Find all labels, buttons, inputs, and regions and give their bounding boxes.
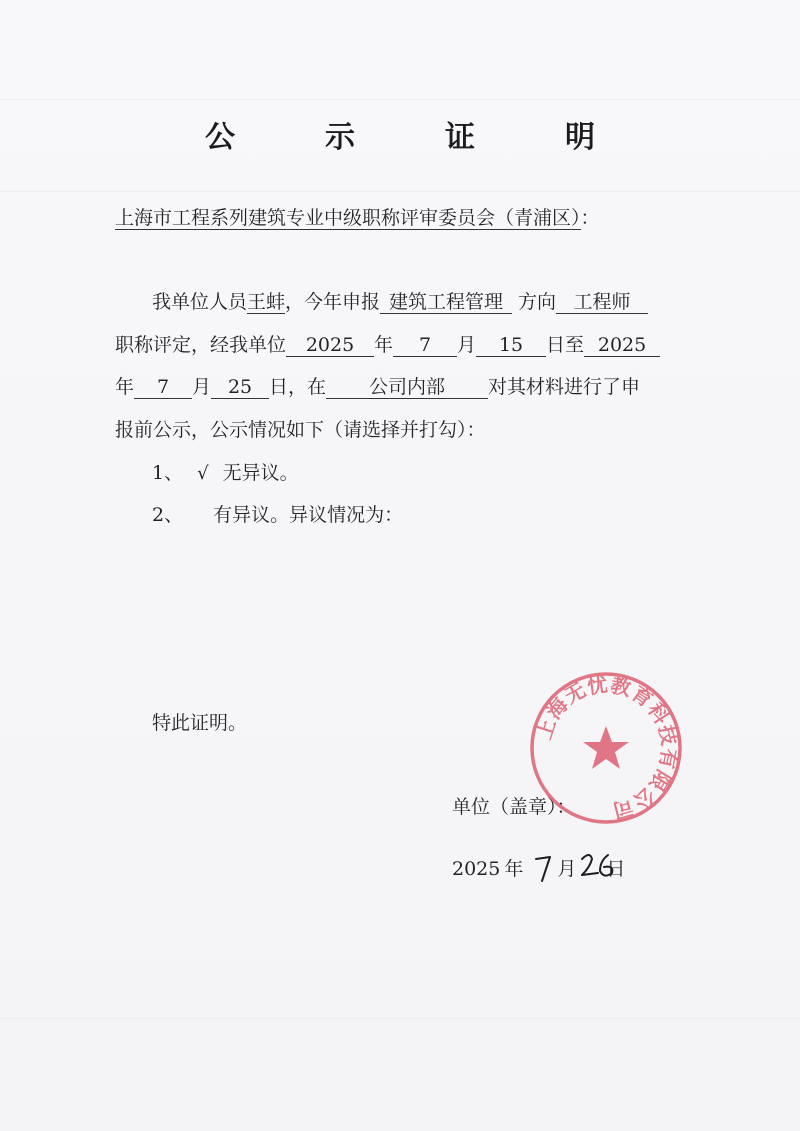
scan-artifact: [0, 99, 800, 100]
addressee-colon: ：: [580, 207, 600, 229]
text-fragment: 年: [115, 376, 135, 398]
addressee: 上海市工程系列建筑专业中级职称评审委员会（青浦区）: [115, 207, 581, 229]
seal-text: 上海无忧教育科技有限公司: [531, 672, 682, 824]
text-fragment: 月: [457, 334, 477, 356]
handwritten-day-stroke-2: [582, 855, 598, 875]
handwritten-day-stroke-6: [600, 855, 612, 876]
start-year: 2025: [286, 334, 374, 357]
body-line-1: [152, 290, 648, 314]
person-name: 王蚌: [247, 291, 286, 313]
option-text: 有异议。异议情况为：: [213, 504, 404, 526]
body-line-4: 报前公示，公示情况如下（请选择并打勾）：: [115, 419, 486, 441]
text-fragment: 年: [374, 334, 394, 356]
text-fragment: ，今年申报: [285, 291, 381, 313]
option-number: 1、: [152, 462, 184, 484]
addressee-line: [115, 206, 600, 230]
option-no-objection: [152, 461, 299, 486]
start-month: 7: [393, 334, 457, 357]
option-objection: [152, 503, 403, 527]
text-fragment: 年: [504, 858, 524, 880]
venue: 公司内部: [326, 376, 488, 399]
end-month: 7: [134, 376, 192, 399]
text-fragment: 对其材料进行了申: [488, 376, 641, 398]
start-day: 15: [476, 334, 546, 357]
field-name: 建筑工程管理: [380, 291, 512, 314]
option-text: 无异议。: [222, 462, 299, 484]
unit-stamp-label: 单位（盖章）：: [452, 796, 576, 818]
text-fragment: 日至: [546, 334, 585, 356]
body-line-2: [115, 333, 660, 357]
option-number: 2、: [152, 504, 184, 526]
text-fragment: 日，在: [269, 376, 327, 398]
handwritten-month-stroke: [536, 857, 550, 881]
title-level: 工程师: [556, 291, 648, 314]
seal-star-icon: [583, 726, 629, 769]
handwritten-date-signature: [530, 845, 630, 885]
document-title: 公 示 证 明: [205, 120, 625, 155]
text-fragment: 职称评定，经我单位: [115, 334, 287, 356]
text-fragment: 方向: [518, 291, 557, 313]
end-day: 25: [211, 376, 269, 399]
end-year: 2025: [584, 334, 660, 357]
text-fragment: 日: [606, 858, 626, 880]
date-year: 2025: [452, 858, 501, 880]
company-seal-icon: [526, 668, 686, 828]
text-fragment: 月: [557, 858, 577, 880]
text-fragment: 月: [192, 376, 212, 398]
checkmark-icon: √: [197, 463, 209, 484]
closing-statement: 特此证明。: [152, 712, 248, 734]
scan-artifact: [0, 1018, 800, 1019]
scan-artifact: [0, 191, 800, 192]
body-line-3: [115, 375, 640, 399]
text-fragment: 我单位人员: [152, 291, 248, 313]
